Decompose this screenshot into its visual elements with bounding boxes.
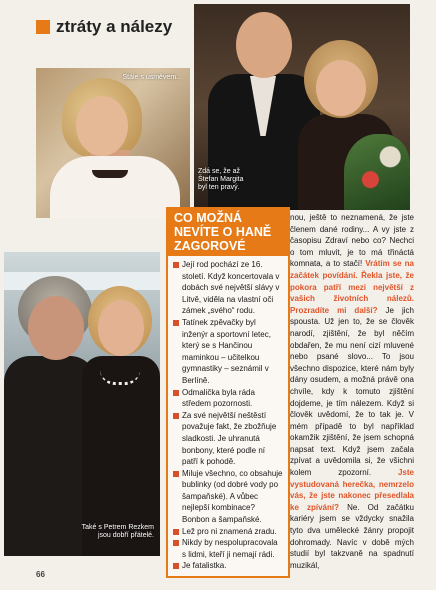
- did-you-know-list: [168, 256, 288, 576]
- interview-answer: Je jich spousta. Už jen to, že se člověk narodí, zjištění, že byl něčím obdařen, že mu není cizí mluvené nebo psané slovo... To jsou všechno dispozice, které nám byly dány osudem, a možná právě ona chvíle, kdy k tomuto zjištění dojdeme, je tím nálezem. Když si člověk uvědomí, že to tak je. V mém případě to byl například okamžik zjištění, že jsem schopná napsat text. Když jsem začala zpívat a uvědomila si, že všichni kolem zpozorní.: [290, 305, 414, 478]
- list-item: Za své největší neštěstí považuje fakt, že zbožňuje sladkosti. Je uhranutá bonbony, které podle ní patří k pohodě.: [173, 410, 283, 468]
- page-number: 66: [36, 570, 45, 579]
- list-item: Je fatalistka.: [173, 560, 283, 572]
- list-item: Miluje všechno, co obsahuje bublinky (od dobré vody po šampaňské). A vůbec nejlepší kombinace? Bonbon a šampaňské.: [173, 468, 283, 526]
- did-you-know-heading: CO MOŽNÁ NEVÍTE O HANĚ ZAGOROVÉ: [168, 207, 288, 256]
- bullet-icon: [173, 540, 179, 546]
- list-item: Nikdy by nespolupracovala s lidmi, kteří ji nemají rádi.: [173, 537, 283, 560]
- bullet-icon: [173, 320, 179, 326]
- interview-text: [290, 212, 414, 571]
- list-item: Lež pro ni znamená zradu.: [173, 526, 283, 538]
- photo-caption: Také s Petrem Rezkem jsou dobří přátelé.: [81, 524, 154, 539]
- bullet-icon: [173, 413, 179, 419]
- did-you-know-box: [166, 207, 290, 578]
- bullet-icon: [173, 529, 179, 535]
- list-item: Tatínek zpěvačky byl inženýr a sportovní letec, který se s Hančinou maminkou – učitelkou gymnastiky – seznámil v Berlíně.: [173, 317, 283, 387]
- flower-bouquet-icon: [344, 134, 410, 210]
- photo-caption: Stále s úsměvem...: [122, 74, 182, 81]
- photo-caption: Zdá se, že až Štefan Margita byl ten pravý.: [198, 168, 244, 191]
- section-title: ztráty a nálezy: [56, 17, 173, 36]
- bullet-icon: [173, 390, 179, 396]
- list-item: Její rod pochází ze 16. století. Když koncertovala v dobách své největší slávy v Litvě, viděla na vlastní oči zámek „svého“ rodu.: [173, 259, 283, 317]
- interview-answer: nou, ještě to neznamená, že jste členem dané rodiny... A vy jste z časopisu Zdraví nebo co? Nechci o tom mluvit, je to má třináctá komnata, a to stačí!: [290, 213, 414, 269]
- photo-with-stefan-margita: [194, 4, 410, 210]
- photo-smiling-portrait: [36, 68, 190, 218]
- bullet-icon: [173, 262, 179, 268]
- bullet-icon: [173, 563, 179, 569]
- section-header: [36, 15, 172, 39]
- interview-column: [290, 212, 414, 571]
- interview-question: Vrátím se na začátek povídání. Řekla jste, že pokora patří mezi největší z vašich životních nálezů. Prozradíte mi další?: [290, 259, 414, 315]
- bullet-icon: [173, 471, 179, 477]
- photo-with-petr-rezek: [4, 252, 160, 556]
- interview-question: Jste vystudovaná herečka, nemrzelo vás, že jste nakonec přesedlala ke zpívání?: [290, 468, 414, 512]
- interview-answer: Ne. Od začátku kariéry jsem se vždycky snažila tyto dva umělecké žánry propojit dohromady. Navíc v době mých studií byl takzvaně na spadnutí muzikál,: [290, 502, 414, 570]
- section-marker-icon: [36, 20, 50, 34]
- list-item: Odmalička byla ráda středem pozornosti.: [173, 387, 283, 410]
